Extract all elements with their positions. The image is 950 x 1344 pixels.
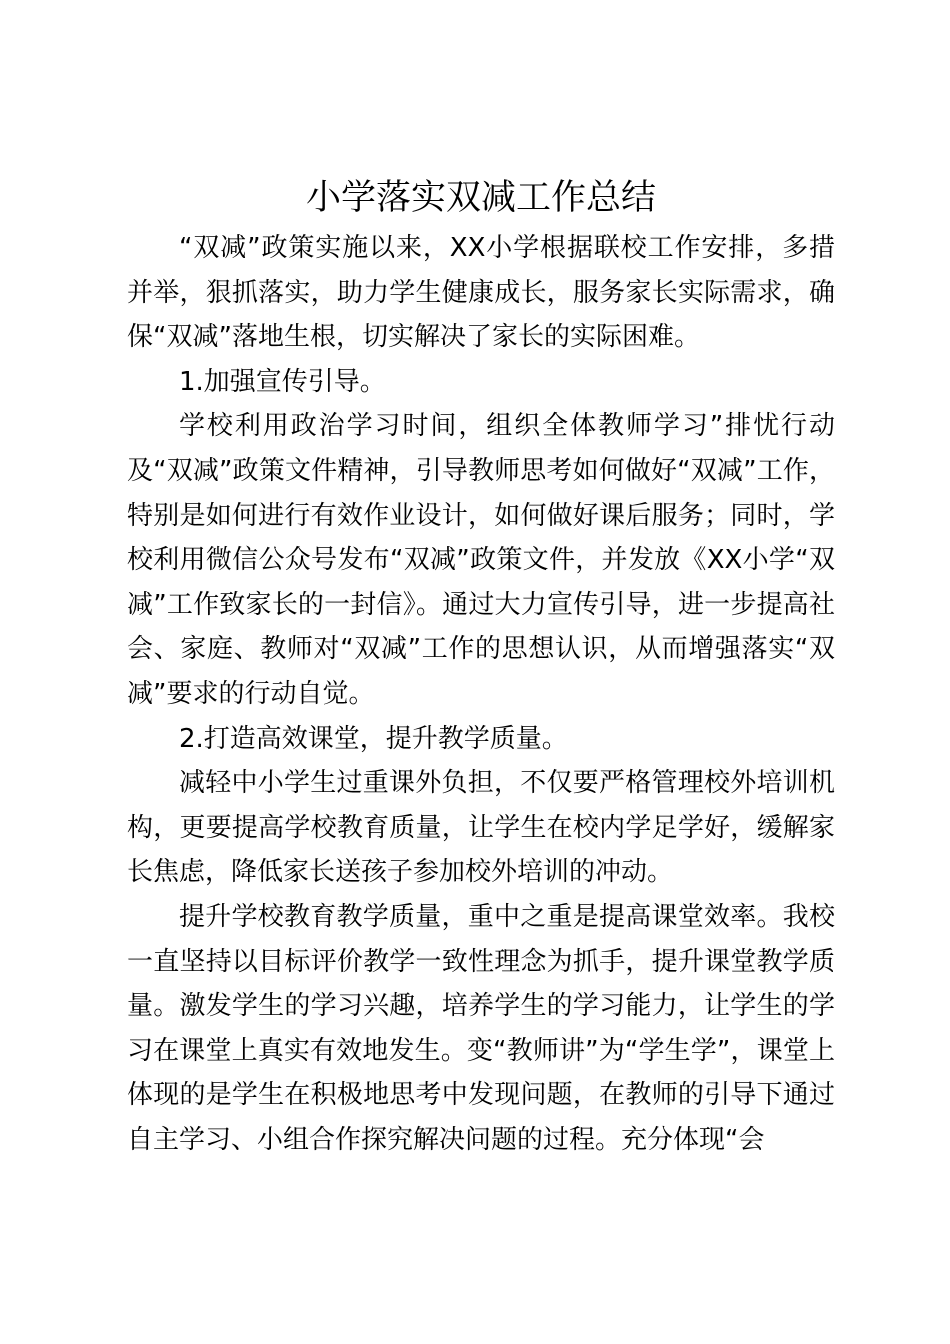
document-title: 小学落实双减工作总结 <box>305 178 656 218</box>
section-2-paragraph-1: 减轻中小学生过重课外负担，不仅要严格管理校外培训机构，更要提高学校教育质量，让学生在校内学足学好，缓解家长焦虑，降低家长送孩子参加校外培训的冲动。 <box>127 768 835 888</box>
document-page <box>127 170 835 1162</box>
intro-paragraph: “双减”政策实施以来，XX小学根据联校工作安排，多措并举，狠抓落实，助力学生健康成长，服务家长实际需求，确保“双减”落地生根，切实解决了家长的实际困难。 <box>127 233 835 353</box>
section-heading-1: 1.加强宣传引导。 <box>179 366 386 397</box>
section-1-paragraph: 学校利用政治学习时间，组织全体教师学习”排忧行动及“双减”政策文件精神，引导教师思考如何做好“双减”工作，特别是如何进行有效作业设计，如何做好课后服务；同时，学校利用微信公众号发布“双减”政策文件，并发放《XX小学“双减”工作致家长的一封信》。通过大力宣传引导，进一步提高社会、家庭、教师对“双减”工作的思想认识，从而增强落实“双减”要求的行动自觉。 <box>127 411 835 709</box>
section-2-paragraph-2: 提升学校教育教学质量，重中之重是提高课堂效率。我校一直坚持以目标评价教学一致性理念为抓手，提升课堂教学质量。激发学生的学习兴趣，培养学生的学习能力，让学生的学习在课堂上真实有效地发生。变“教师讲”为“学生学”，课堂上体现的是学生在积极地思考中发现问题，在教师的引导下通过自主学习、小组合作探究解决问题的过程。充分体现“会 <box>127 901 835 1155</box>
section-heading-2: 2.打造高效课堂，提升教学质量。 <box>179 723 568 754</box>
